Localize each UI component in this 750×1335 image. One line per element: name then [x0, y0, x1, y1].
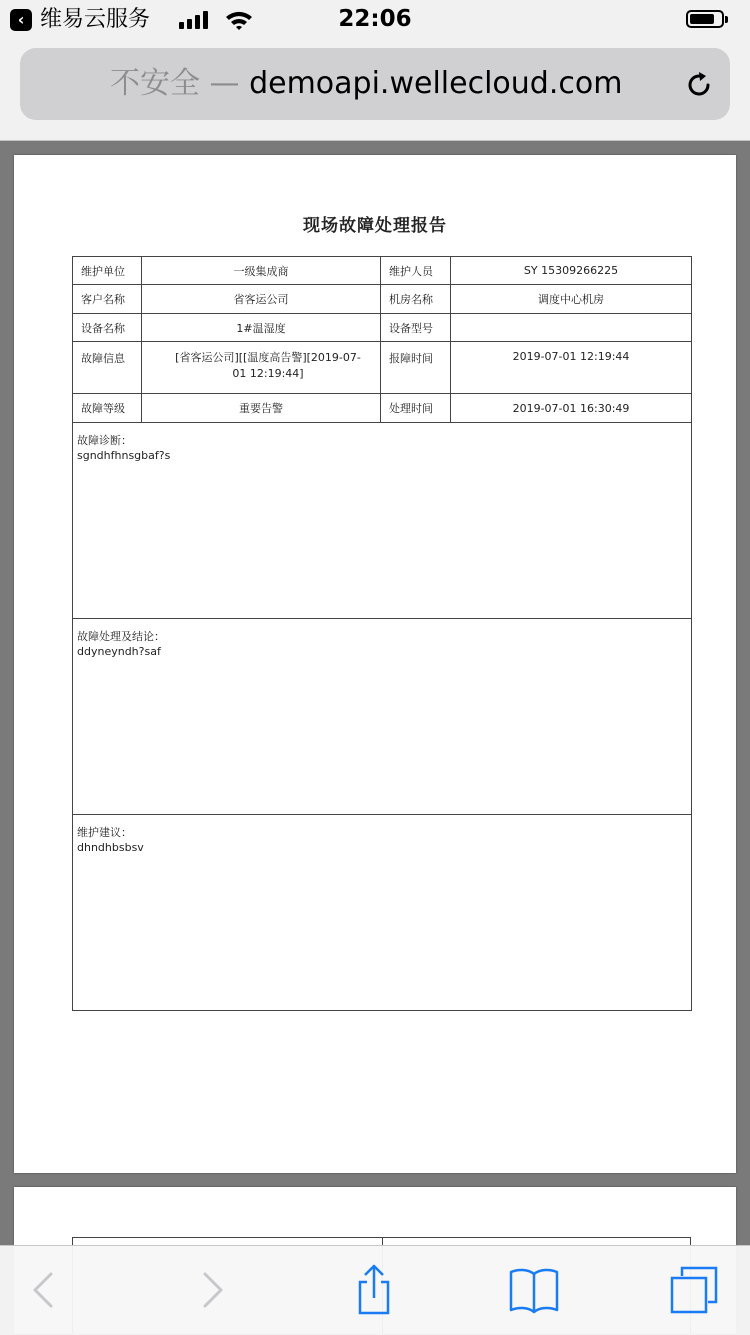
security-label: 不安全: [110, 66, 200, 101]
tabs-button[interactable]: [666, 1264, 722, 1316]
table-row: [73, 257, 692, 285]
report-title: 现场故障处理报告: [303, 216, 447, 236]
field-label: 维护单位: [73, 257, 142, 285]
table-row: [73, 423, 692, 619]
status-time: 22:06: [338, 6, 412, 32]
field-label: 客户名称: [73, 285, 142, 314]
advice-section: [73, 815, 692, 1011]
field-value: [451, 314, 692, 342]
section-label: 故障诊断：: [77, 434, 132, 447]
section-text: sgndhfhnsgbaf?s: [77, 449, 171, 462]
reload-icon[interactable]: [684, 70, 714, 100]
document-page: [14, 155, 736, 1173]
field-value: 2019-07-01 16:30:49: [451, 394, 692, 423]
field-label: 故障信息: [73, 342, 142, 394]
share-icon: [352, 1264, 396, 1316]
chevron-left-icon: ‹: [10, 9, 32, 31]
forward-button[interactable]: [184, 1264, 240, 1316]
field-label: 报障时间: [381, 342, 451, 394]
book-icon: [508, 1266, 560, 1314]
table-row: [73, 285, 692, 314]
browser-toolbar: [0, 1245, 750, 1335]
url-text: [110, 68, 622, 100]
field-label: 设备型号: [381, 314, 451, 342]
field-label: 故障等级: [73, 394, 142, 423]
field-value: 调度中心机房: [451, 285, 692, 314]
report-table: [72, 256, 692, 1011]
chevron-left-icon: [29, 1270, 59, 1310]
field-value: 一级集成商: [142, 257, 381, 285]
back-button[interactable]: [16, 1264, 72, 1316]
field-value: 2019-07-01 12:19:44: [451, 342, 692, 394]
chevron-right-icon: [197, 1270, 227, 1310]
table-row: [73, 394, 692, 423]
diagnosis-section: [73, 423, 692, 619]
back-app-label: 维易云服务: [40, 7, 151, 32]
fault-info-text: [省客运公司][[温度高告警][2019-07-01 12:19:44]: [175, 351, 361, 380]
field-label: 设备名称: [73, 314, 142, 342]
field-value: [142, 342, 381, 394]
field-value: SY 15309266225: [451, 257, 692, 285]
section-label: 故障处理及结论：: [77, 630, 165, 643]
tabs-icon: [668, 1264, 720, 1316]
section-text: ddyneyndh?saf: [77, 645, 161, 658]
section-label: 维护建议：: [77, 826, 132, 839]
table-row: [73, 815, 692, 1011]
status-bar: [0, 0, 750, 40]
field-value: 重要告警: [142, 394, 381, 423]
share-button[interactable]: [346, 1264, 402, 1316]
field-label: 机房名称: [381, 285, 451, 314]
battery-icon: [686, 10, 730, 30]
field-label: 维护人员: [381, 257, 451, 285]
browser-address-area: [0, 40, 750, 141]
field-value: 1#温湿度: [142, 314, 381, 342]
table-row: [73, 314, 692, 342]
url-domain: demoapi.wellecloud.com: [249, 66, 623, 101]
field-label: 处理时间: [381, 394, 451, 423]
handling-section: [73, 619, 692, 815]
url-separator: —: [200, 66, 250, 101]
table-row: [73, 342, 692, 394]
section-text: dhndhbsbsv: [77, 841, 144, 854]
table-row: [73, 619, 692, 815]
url-field[interactable]: [20, 48, 730, 120]
bookmarks-button[interactable]: [506, 1264, 562, 1316]
field-value: 省客运公司: [142, 285, 381, 314]
